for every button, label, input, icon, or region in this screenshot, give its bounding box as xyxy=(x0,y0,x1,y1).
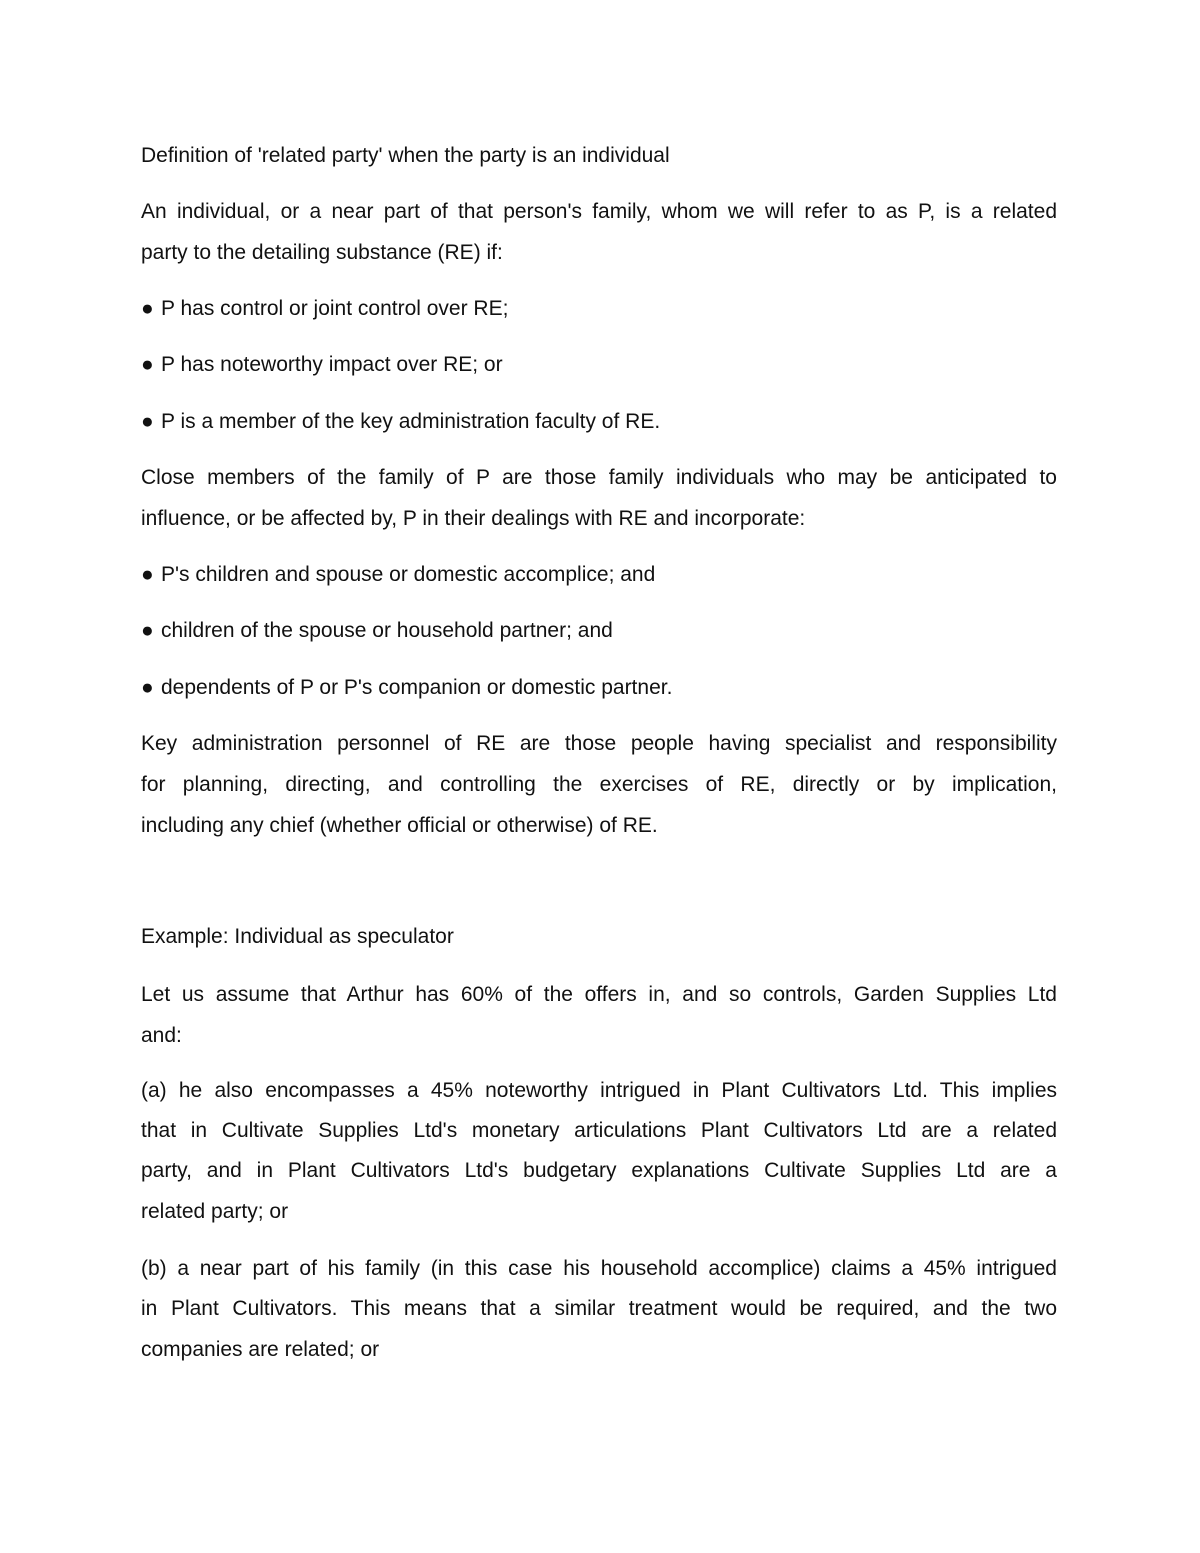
key-personnel-line: Key administration personnel of RE are those people having specialist and responsibility xyxy=(141,732,1057,755)
case-b-line: (b) a near part of his family (in this case his household accomplice) claims a 45% intrigued xyxy=(141,1257,1057,1280)
case-a-line: party, and in Plant Cultivators Ltd's budgetary explanations Cultivate Supplies Ltd are a xyxy=(141,1159,1057,1182)
condition-text: P is a member of the key administration faculty of RE. xyxy=(161,410,661,433)
section-heading: Definition of 'related party' when the party is an individual xyxy=(141,144,670,167)
bullet-icon: ● xyxy=(141,297,154,320)
case-b-line: in Plant Cultivators. This means that a similar treatment would be required, and the two xyxy=(141,1297,1057,1320)
family-bullet xyxy=(141,675,672,701)
example-intro-line: and: xyxy=(141,1024,182,1047)
close-members-line: Close members of the family of P are those family individuals who may be anticipated to xyxy=(141,466,1057,489)
example-heading: Example: Individual as speculator xyxy=(141,925,454,948)
family-text: dependents of P or P's companion or domestic partner. xyxy=(161,676,673,699)
intro-line: An individual, or a near part of that person's family, whom we will refer to as P, is a related xyxy=(141,200,1057,223)
family-text: children of the spouse or household partner; and xyxy=(161,619,613,642)
family-text: P's children and spouse or domestic accomplice; and xyxy=(161,563,656,586)
family-bullet xyxy=(141,562,655,588)
bullet-icon: ● xyxy=(141,619,154,642)
key-personnel-line: including any chief (whether official or otherwise) of RE. xyxy=(141,814,658,837)
close-members-line: influence, or be affected by, P in their dealings with RE and incorporate: xyxy=(141,507,806,530)
case-a-line: (a) he also encompasses a 45% noteworthy intrigued in Plant Cultivators Ltd. This implies xyxy=(141,1079,1057,1102)
family-bullet xyxy=(141,618,613,644)
condition-text: P has control or joint control over RE; xyxy=(161,297,509,320)
case-a-line: that in Cultivate Supplies Ltd's monetary articulations Plant Cultivators Ltd are a related xyxy=(141,1119,1057,1142)
bullet-icon: ● xyxy=(141,410,154,433)
condition-bullet xyxy=(141,409,660,435)
key-personnel-line: for planning, directing, and controlling the exercises of RE, directly or by implication, xyxy=(141,773,1057,796)
intro-line: party to the detailing substance (RE) if: xyxy=(141,241,503,264)
condition-text: P has noteworthy impact over RE; or xyxy=(161,353,503,376)
condition-bullet xyxy=(141,352,503,378)
bullet-icon: ● xyxy=(141,353,154,376)
bullet-icon: ● xyxy=(141,676,154,699)
condition-bullet xyxy=(141,296,508,322)
case-a-line: related party; or xyxy=(141,1200,289,1223)
case-b-line: companies are related; or xyxy=(141,1338,380,1361)
example-intro-line: Let us assume that Arthur has 60% of the offers in, and so controls, Garden Supplies Ltd xyxy=(141,983,1057,1006)
bullet-icon: ● xyxy=(141,563,154,586)
